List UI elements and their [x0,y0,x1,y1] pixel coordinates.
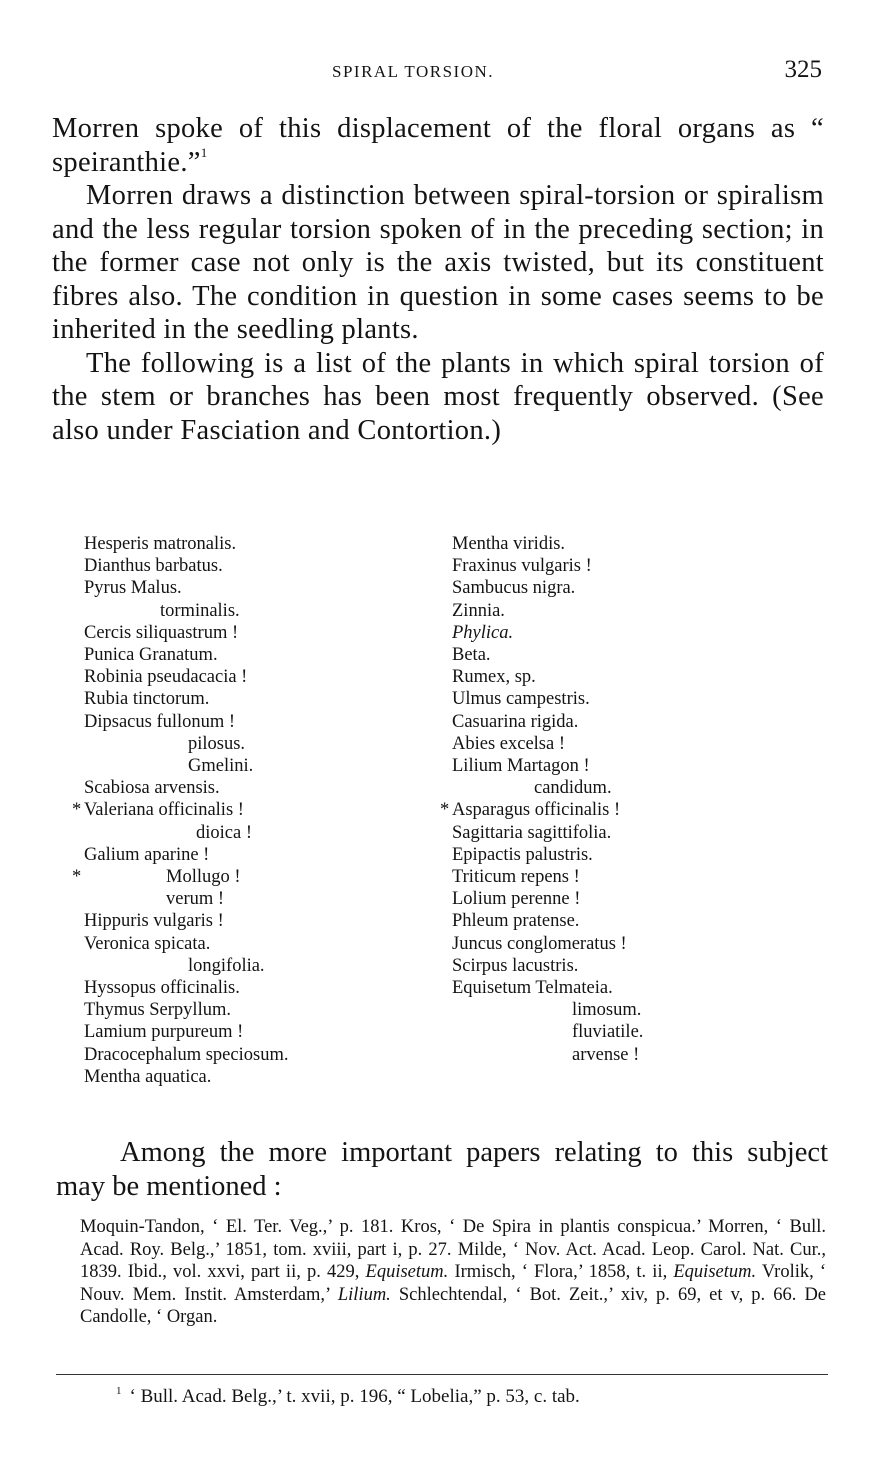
page-number: 325 [784,56,822,83]
plant-item: Thymus Serpyllum. [84,1000,231,1021]
asterisk-mark: * [72,867,82,888]
reference-text: Vrolik, ‘ Nouv. Mem. Instit. Amsterdam,’ [80,1262,827,1305]
plant-item: Dianthus barbatus. [84,556,223,577]
papers-intro: Among the more important papers relating to this subject may be mentioned : [56,1137,828,1202]
plant-item [72,866,414,888]
asterisk-mark: * [72,800,82,821]
plant-item: Juncus conglomeratus ! [452,933,627,954]
plant-item: arvense ! [572,1044,640,1065]
plant-item: Gmelini. [188,756,254,777]
plant-name: Valeriana officinalis ! [84,800,244,821]
plant-item: Hyssopus officinalis. [84,978,240,999]
plant-item: longifolia. [188,955,265,976]
plant-item: Mentha aquatica. [84,1066,212,1087]
footnote [116,1386,816,1408]
plant-item: Equisetum Telmateia. [452,978,613,999]
plant-item: Hesperis matronalis. [84,534,237,554]
asterisk-mark: * [440,800,450,821]
plant-item: torminalis. [160,600,240,621]
paragraph-2: Morren draws a distinction between spiral-torsion or spiralism and the less regular torsion spoken of in the preceding section; in the former case not only is the axis twisted, but its constituent fibres also. The condition in question in some cases seems to be inherited in the seedling plants. [52,180,824,345]
plant-item: Pyrus Malus. [84,578,182,599]
paragraph-3: The following is a list of the plants in which spiral torsion of the stem or branches has been most frequently observed. (See also under Fasciation and Contortion.) [52,347,824,446]
plant-item: Robinia pseudacacia ! [84,667,248,688]
plant-item: fluviatile. [572,1022,644,1043]
plant-name: Mollugo ! [166,867,241,888]
reference-text: Schlechtendal, ‘ Bot. Zeit.,’ xiv, p. 69, et v, p. 66. De Candolle, ‘ Organ. [80,1284,827,1328]
plant-item: dioica ! [196,822,252,843]
body-text [52,112,824,447]
running-head: SPIRAL TORSION. [332,62,494,81]
plant-item: Scirpus lacustris. [452,955,579,976]
plant-item: Epipactis palustris. [452,844,593,865]
plant-list-right-column [440,533,782,1066]
plant-item: Lamium purpureum ! [84,1022,244,1043]
plant-list-left-column [72,533,414,1088]
references [80,1216,826,1329]
plant-name: Asparagus officinalis ! [452,800,621,821]
reference-text: Irmisch, ‘ Flora,’ 1858, t. ii, [454,1262,668,1283]
plant-item: Phylica. [452,622,514,643]
plant-item: Abies excelsa ! [452,733,566,754]
plant-item: Phleum pratense. [452,911,580,932]
plant-item: Casuarina rigida. [452,711,579,732]
plant-item: Cercis siliquastrum ! [84,622,239,643]
plant-item: Dracocephalum speciosum. [84,1044,289,1065]
footnote-divider [56,1374,828,1375]
reference-italic: Equisetum. [673,1262,757,1283]
plant-item: Sambucus nigra. [452,578,576,599]
page-header [52,56,822,92]
plant-item: Lolium perenne ! [452,889,581,910]
plant-item [440,799,782,821]
plant-item: Veronica spicata. [84,933,211,954]
footnote-ref: 1 [200,144,208,160]
plant-item: Rubia tinctorum. [84,689,210,710]
plant-item: Galium aparine ! [84,844,210,865]
plant-item: Dipsacus fullonum ! [84,711,236,732]
plant-item: Beta. [452,645,491,666]
plant-item: Mentha viridis. [452,534,566,554]
reference-text: Moquin-Tandon, ‘ El. Ter. Veg.,’ p. 181. Kros, ‘ De Spira in plantis conspicua.’ Morren, ‘ Bull. Acad. Roy. Belg.,’ 1851, tom. xviii, part i, p. 27. Milde, ‘ Nov. Act. Acad. Leop. Carol. Nat. Cur., 1839. Ibid., vol. xxvi, part ii, p. 429, [80,1217,826,1283]
plant-item: Zinnia. [452,600,505,621]
plant-item: Punica Granatum. [84,645,218,666]
plant-item: Ulmus campestris. [452,689,590,710]
plant-item: Sagittaria sagittifolia. [452,822,612,843]
plant-item: limosum. [572,1000,642,1021]
plant-item: Hippuris vulgaris ! [84,911,224,932]
plant-item: Rumex, sp. [452,667,536,688]
reference-italic: Equisetum. [365,1262,449,1283]
plant-item: candidum. [534,778,612,799]
reference-italic: Lilium. [337,1284,391,1305]
paragraph-1-text: Morren spoke of this displacement of the floral organs as “ speiranthie.” [52,113,824,178]
paragraph-1 [52,112,824,179]
plant-item: Lilium Martagon ! [452,756,590,777]
plant-item: Scabiosa arvensis. [84,778,220,799]
plant-item [72,799,414,821]
footnote-mark: 1 [116,1385,122,1397]
footnote-text: ‘ Bull. Acad. Belg.,’ t. xvii, p. 196, “ Lobelia,” p. 53, c. tab. [129,1386,580,1407]
plant-item: verum ! [166,889,225,910]
plant-item: Triticum repens ! [452,867,580,888]
plant-item: pilosus. [188,733,246,754]
plant-item: Fraxinus vulgaris ! [452,556,592,577]
